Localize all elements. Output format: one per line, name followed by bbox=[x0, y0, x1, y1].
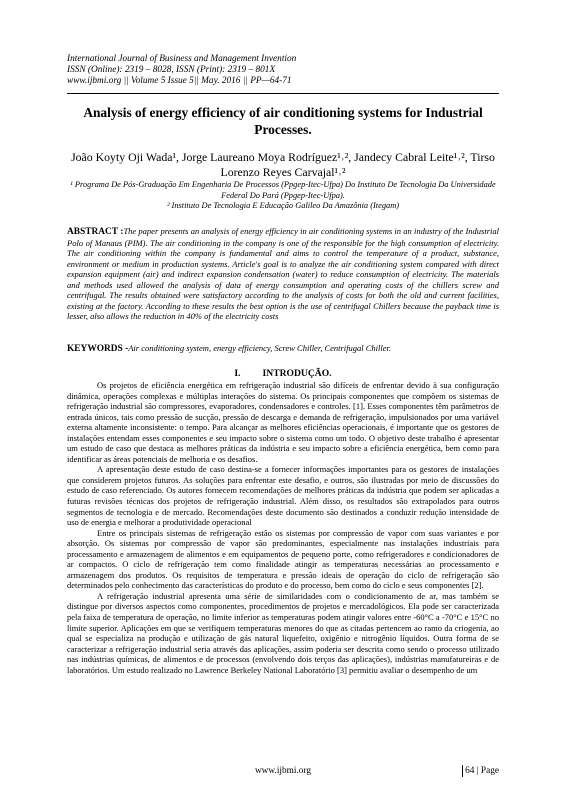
affiliation-2: ² Instituto De Tecnologia E Educação Galileo Da Amazônia (Itegam) bbox=[166, 201, 400, 211]
paragraph: Entre os principais sistemas de refrigeração estão os sistemas por compressão de vapor com suas variantes e por absorção. Os sistemas por compressão de vapor são predominantes, especialmente nas instalações industriais para processamento e armazenagem de alimentos e em equipamentos de pequeno porte, como refrigeradores e condicionadores de ar compactos. O ciclo de refrigeração tem como finalidade atingir as temperaturas necessárias ao processamento e armazenagem dos produtos. Os requisitos de temperatura e pressão ideais de operação do ciclo de refrigeração são determinados pelo conhecimento das características do produto e do processo, bem como do ciclo e seus componentes [2]. bbox=[67, 527, 499, 591]
journal-issn: ISSN (Online): 2319 – 8028, ISSN (Print): 2319 – 801X bbox=[67, 65, 276, 76]
abstract-text: The paper presents an analysis of energy efficiency in air conditioning systems in an industry of the Industrial Polo of Manaus (PIM). The air conditioning in the company is one of the responsible for the high consumption of electricity. The air conditioning within the company is fundamental and aims to control the temperature of a product, substance, environment or medium in production systems. Article's goal is to analyze the air conditioning system compared with direct expansion equipment (air) and indirect expansion condensation (water) to reduce consumption of electricity. The materials and methods used allowed the analysis of data of energy consumption and operating costs of the chillers screw and centrifugal. The results obtained were satisfactory according to the analysis of costs for both the old and current facilities, existing at the factory. According to these results the best option is the use of centrifugal Chillers because the payback time is lesser, also allows the reduction in 40% of the electricity costs bbox=[67, 226, 499, 321]
author-list: João Koyty Oji Wada¹, Jorge Laureano Moya Rodríguez¹˒², Jandecy Cabral Leite¹˒², Tirso Lorenzo Reyes Carvajal¹˒² bbox=[71, 150, 495, 179]
abstract bbox=[67, 226, 499, 322]
section-number: I. bbox=[234, 368, 241, 379]
affiliations bbox=[67, 180, 499, 212]
affiliation-1: ¹ Programa De Pós-Graduação Em Engenharia De Processos (Ppgep-Itec-Ufpa) Do Instituto De Tecnologia Da Universidade Federal Do Pará (Ppgep-Itec-Ufpa). bbox=[70, 180, 496, 200]
page-footer bbox=[67, 764, 499, 778]
paragraph: A refrigeração industrial apresenta uma série de similaridades com o condicionamento de ar, mas também se distingue por diversos aspectos como componentes, procedimentos de projetos e mercadológicos. Ela pode ser caracterizada pela faixa de temperatura de operação, no limite inferior as temperaturas podem atingir valores entre -60°C a -70°C e 15°C no limite superior. Aplicações em que se verifiquem temperaturas menores do que as citadas pertencem ao ramo da criogenia, ao qual se especializa na produção e utilização de gás natural liquefeito, oxigênio e nitrogênio líquidos. Outra forma de se caracterizar a refrigeração industrial seria através das aplicações, assim poderia ser descrita como sendo o processo utilizado nas indústrias químicas, de alimentos e de processos (envolvendo dois terços das aplicações), indústrias manufatureiras e de laboratórios. Um estudo realizado no Lawrence Berkeley National Laboratório [3] permitiu avaliar o desempenho de um bbox=[67, 590, 499, 675]
paper-title: Analysis of energy efficiency of air conditioning systems for Industrial Processes. bbox=[83, 105, 483, 137]
footer-divider bbox=[462, 765, 463, 777]
footer-url: www.ijbmi.org bbox=[254, 766, 312, 776]
keywords-text: Air conditioning system, energy efficiency, Screw Chiller, Centrifugal Chiller. bbox=[128, 343, 392, 353]
header-rule bbox=[67, 93, 499, 94]
paragraph: A apresentação deste estudo de caso destina-se a fornecer informações importantes para os gestores de instalações que considerem projetos futuros. As soluções para enfrentar este desafio, e outros, são ilustradas por meio de discussões do estudo de caso referenciado. Os autores fornecem recomendações de melhores práticas da indústria que podem ser aplicadas a futuras revisões técnicas dos projetos de refrigeração industrial. Além disso, os resultados são extrapolados para outros segmentos de tecnologia e de mercado. Recomendações deste documento são destinados a conduzir redução intensidade de uso de energia e melhorar a produtividade operacional bbox=[67, 464, 499, 528]
abstract-label: ABSTRACT : bbox=[67, 227, 124, 237]
keywords-label: KEYWORDS - bbox=[67, 344, 129, 354]
journal-issue: www.ijbmi.org || Volume 5 Issue 5|| May. 2016 || PP—64-71 bbox=[67, 76, 292, 87]
keywords bbox=[67, 343, 499, 355]
section-heading bbox=[67, 368, 499, 380]
journal-header bbox=[67, 54, 507, 88]
section-title: INTRODUÇÃO. bbox=[262, 368, 332, 379]
page-number: 64 | Page bbox=[465, 766, 499, 776]
body-text bbox=[67, 380, 499, 675]
journal-name: International Journal of Business and Management Invention bbox=[67, 54, 297, 64]
paragraph: Os projetos de eficiência energética em refrigeração industrial são difíceis de enfrentar devido à sua configuração dinâmica, operações complexas e múltiplas interações do sistema. Os principais componentes que compõem os sistemas de refrigeração industrial são compressores, evaporadores, condensadores e controles. [1]. Esses componentes têm parâmetros de entrada únicos, tais como pressão de sucção, pressão de descarga e demanda de refrigeração, impulsionados por uma variável externa altamente inconsistente: o tempo. Para alcançar as melhores eficiências operacionais, é importante que os gestores de instalações entendam esses componentes e seu impacto sobre o sistema como um todo. O objetivo deste trabalho é apresentar um estudo de caso que destaca as melhores práticas da indústria e seu impacto sobre a eficiência energética, bem como para identificar as áreas potenciais de melhoria e os desafios. bbox=[67, 380, 499, 464]
